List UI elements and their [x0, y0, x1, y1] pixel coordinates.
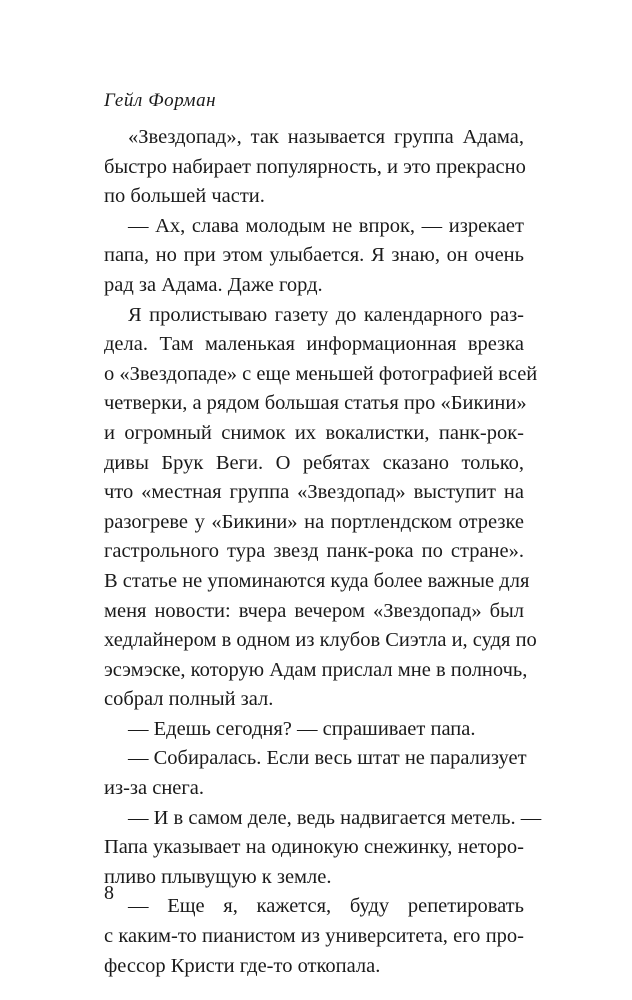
text-line: быстро набирает популярность, и это прекрасно — [104, 155, 526, 178]
text-line: собрал полный зал. — [104, 688, 274, 711]
text-line: папа, но при этом улыбается. Я знаю, он очень — [104, 244, 524, 267]
text-line: — Собиралась. Если весь штат не парализует — [128, 747, 527, 770]
text-line: рад за Адама. Даже горд. — [104, 273, 323, 296]
text-line: четверки, а рядом большая статья про «Бикини» — [104, 392, 527, 415]
text-line: по большей части. — [104, 185, 265, 208]
text-line: Папа указывает на одинокую снежинку, неторо- — [104, 836, 524, 859]
page-number: 8 — [104, 882, 114, 904]
text-line: — Едешь сегодня? — спрашивает папа. — [128, 717, 476, 740]
text-line: эсэмэске, которую Адам прислал мне в полночь, — [104, 658, 528, 681]
text-line: из-за снега. — [104, 777, 205, 800]
text-line: дела. Там маленькая информационная врезка — [104, 333, 524, 356]
text-line: хедлайнером в одном из клубов Сиэтла и, судя по — [104, 629, 537, 652]
text-line: что «местная группа «Звездопад» выступит на — [104, 481, 524, 504]
body-text — [104, 123, 542, 981]
text-line: о «Звездопаде» с еще меньшей фотографией всей — [104, 362, 538, 385]
running-head-author: Гейл Форман — [104, 90, 217, 111]
text-line: — Ах, слава молодым не впрок, — изрекает — [128, 214, 524, 237]
text-line: «Звездопад», так называется группа Адама, — [128, 126, 524, 148]
text-line: гастрольного тура звезд панк-рока по стране». — [104, 540, 524, 563]
text-line: пливо плывущую к земле. — [104, 865, 332, 888]
text-line: с каким-то пианистом из университета, его про- — [104, 925, 524, 948]
text-line: — И в самом деле, ведь надвигается метель. — — [128, 806, 542, 829]
text-line: — Еще я, кажется, буду репетировать — [128, 895, 524, 918]
text-line: меня новости: вчера вечером «Звездопад» был — [104, 599, 524, 622]
text-line: Я пролистываю газету до календарного раз- — [128, 303, 524, 326]
text-line: В статье не упоминаются куда более важные для — [104, 569, 530, 592]
text-line: дивы Брук Веги. О ребятах сказано только, — [104, 451, 524, 474]
text-line: фессор Кристи где-то откопала. — [104, 954, 381, 977]
text-line: разогреве у «Бикини» на портлендском отрезке — [104, 510, 524, 533]
text-line: и огромный снимок их вокалистки, панк-рок- — [104, 421, 524, 444]
